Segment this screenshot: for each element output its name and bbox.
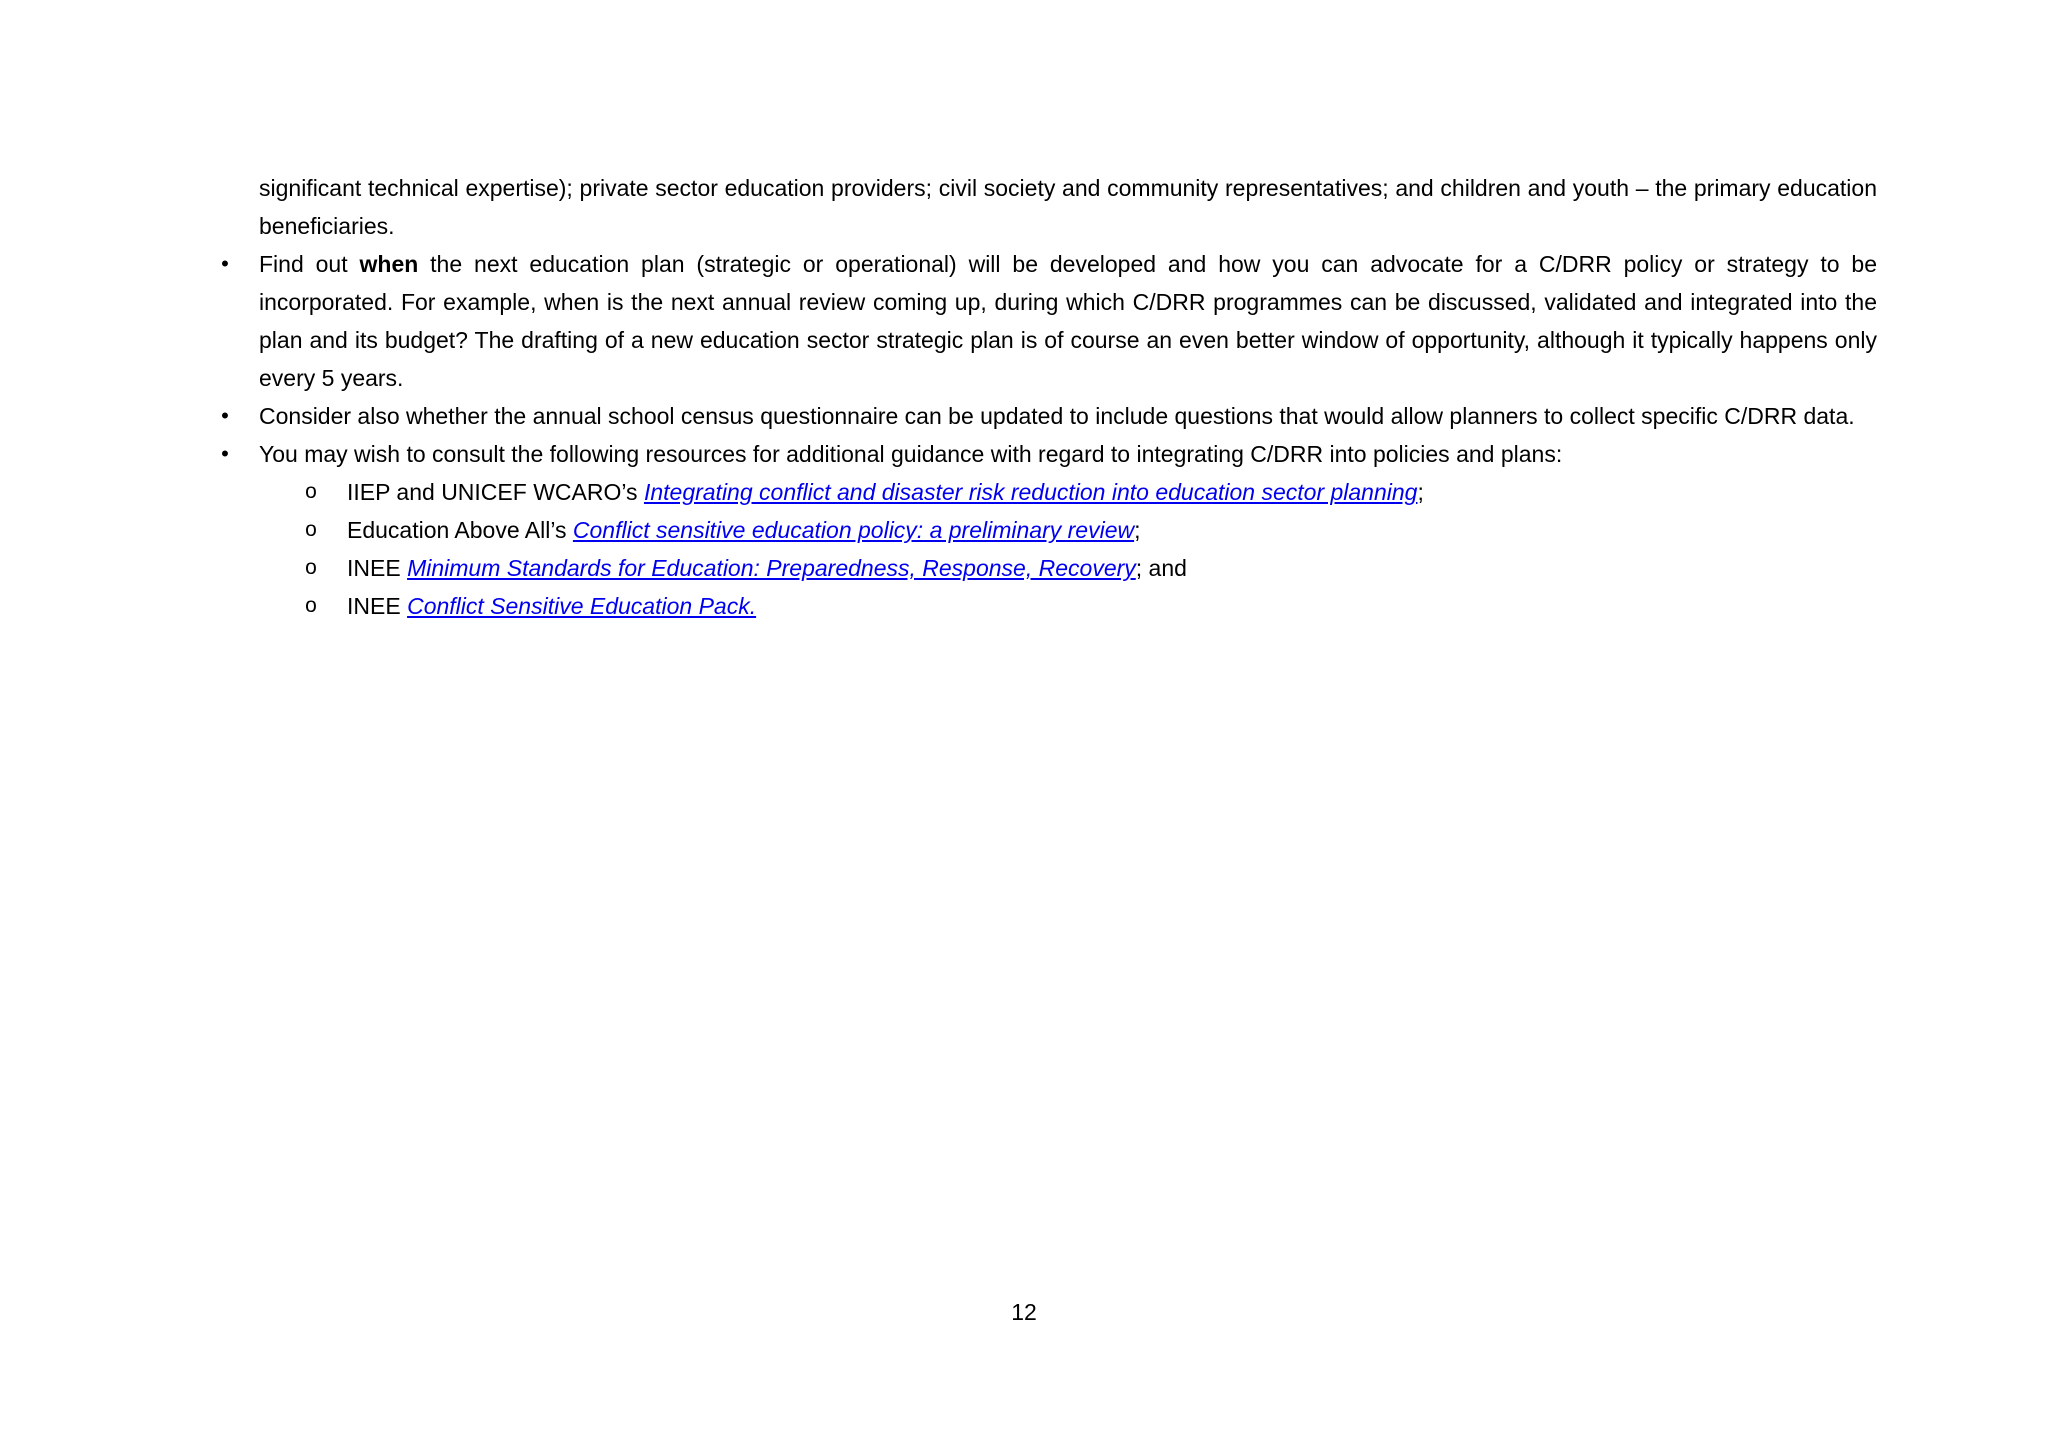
continuation-paragraph: significant technical expertise); private sector education providers; civil society and community representatives; and children and youth – the primary education beneficiaries. — [259, 175, 1877, 239]
bullet-text-post: the next education plan (strategic or operational) will be developed and how you can advocate for a C/DRR policy or strategy to be incorporated. For example, when is the next annual review coming up, during which C/DRR programmes can be discussed, validated and integrated into the plan and its budget? The drafting of a new education sector strategic plan is of course an even better window of opportunity, although it typically happens only every 5 years. — [259, 251, 1877, 391]
resource-list — [259, 473, 1877, 625]
circle-bullet-icon: o — [305, 556, 317, 579]
bullet-text: Consider also whether the annual school census questionnaire can be updated to include questions that would allow planners to collect specific C/DRR data. — [259, 403, 1855, 429]
resource-item-inee-standards — [305, 549, 1877, 587]
bullet-text-bold: when — [359, 251, 419, 277]
guidance-bullet-list — [221, 245, 1877, 625]
bullet-text-pre: Find out — [259, 251, 360, 277]
resource-item-iiep — [305, 473, 1877, 511]
circle-bullet-icon: o — [305, 518, 317, 541]
bullet-text: You may wish to consult the following resources for additional guidance with regard to integrating C/DRR into policies and plans: — [259, 441, 1563, 467]
resource-link-inee-pack[interactable]: Conflict Sensitive Education Pack. — [407, 593, 757, 619]
circle-bullet-icon: o — [305, 480, 317, 503]
resource-prefix: INEE — [347, 593, 408, 619]
resource-suffix: ; — [1134, 517, 1141, 543]
bullet-item-census — [221, 397, 1877, 435]
resource-item-eaa — [305, 511, 1877, 549]
circle-bullet-icon: o — [305, 594, 317, 617]
page-body — [221, 169, 1877, 625]
bullet-item-resources — [221, 435, 1877, 625]
resource-suffix: ; and — [1135, 555, 1187, 581]
resource-link-inee-standards[interactable]: Minimum Standards for Education: Preparedness, Response, Recovery — [407, 555, 1136, 581]
bullet-icon: • — [221, 251, 229, 276]
resource-prefix: INEE — [347, 555, 408, 581]
bullet-icon: • — [221, 403, 229, 428]
resource-prefix: Education Above All’s — [347, 517, 573, 543]
resource-item-inee-pack — [305, 587, 1877, 625]
page-number: 12 — [1011, 1299, 1037, 1325]
resource-prefix: IIEP and UNICEF WCARO’s — [347, 479, 644, 505]
resource-link-iiep[interactable]: Integrating conflict and disaster risk reduction into education sector planning — [643, 479, 1418, 505]
bullet-icon: • — [221, 441, 229, 466]
resource-suffix: ; — [1417, 479, 1424, 505]
bullet-item-find-out-when — [221, 245, 1877, 397]
resource-link-eaa[interactable]: Conflict sensitive education policy: a preliminary review — [572, 517, 1135, 543]
